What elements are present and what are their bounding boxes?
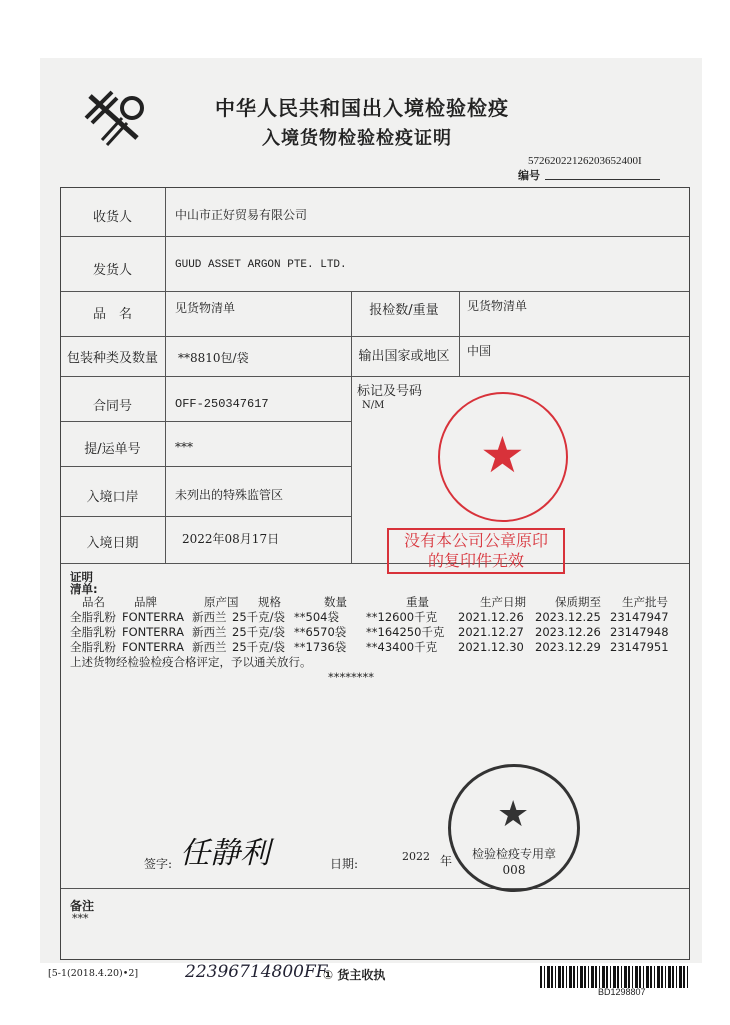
barcode-number: BD1298807: [598, 987, 646, 997]
list-cell: FONTERRA: [122, 640, 184, 654]
col-header: 保质期至: [555, 595, 601, 609]
col-header: 数量: [324, 595, 347, 609]
origin-value: 中国: [467, 344, 492, 358]
contract-value: OFF-250347617: [175, 397, 269, 411]
list-cell: **504袋: [294, 610, 339, 624]
list-cell: 新西兰: [192, 640, 227, 654]
packing-value: **8810包/袋: [178, 351, 249, 365]
port-label: 入境口岸: [86, 490, 139, 505]
list-cell: FONTERRA: [122, 610, 184, 624]
remarks-label: 备注: [70, 899, 95, 913]
consignor-label: 发货人: [92, 263, 132, 278]
marks-value: N/M: [362, 400, 385, 411]
col-header: 规格: [258, 595, 281, 609]
bill-value: ***: [175, 440, 193, 454]
list-cell: **6570袋: [294, 625, 347, 639]
doc-number-label: 编号: [518, 169, 540, 182]
list-label: 清单:: [70, 582, 98, 596]
port-value: 未列出的特殊监管区: [175, 488, 284, 502]
list-cell: **164250千克: [366, 625, 445, 639]
list-row: [70, 640, 692, 655]
doc-number: 57262022126203652400I: [528, 155, 642, 167]
consignee-label: 收货人: [92, 210, 132, 225]
col-header: 重量: [406, 595, 429, 609]
notice-line-2: 的复印件无效: [427, 551, 524, 570]
list-cell: 全脂乳粉: [70, 640, 116, 654]
date-year: 2022: [402, 850, 430, 863]
packing-label: 包装种类及数量: [66, 351, 158, 366]
date-label: 日期:: [330, 857, 359, 871]
product-value: 见货物清单: [175, 301, 236, 315]
copy-notice-stamp: [387, 528, 565, 574]
list-cell: **43400千克: [366, 640, 438, 654]
list-cell: 25千克/袋: [232, 640, 286, 654]
date-year-unit: 年: [440, 854, 453, 868]
list-cell: **12600千克: [366, 610, 438, 624]
list-cell: 25千克/袋: [232, 625, 286, 639]
consignor-value: GUUD ASSET ARGON PTE. LTD.: [175, 259, 347, 271]
copy-label: ① 货主收执: [323, 968, 386, 982]
col-header: 生产批号: [622, 595, 668, 609]
list-header: [70, 595, 692, 610]
form-code: [5-1(2018.4.20)•2]: [48, 968, 139, 979]
list-cell: 新西兰: [192, 610, 227, 624]
origin-label: 输出国家或地区: [358, 349, 450, 364]
list-cell: 23147951: [610, 640, 669, 654]
seal-sub: 检验检疫专用章: [471, 847, 556, 861]
entry-date-label: 入境日期: [86, 536, 139, 551]
entry-date-value: 2022年08月17日: [182, 532, 280, 546]
barcode: [540, 966, 690, 988]
col-header: 品牌: [134, 595, 157, 609]
list-cell: FONTERRA: [122, 625, 184, 639]
list-cell: 2021.12.26: [458, 610, 524, 624]
col-header: 原产国: [204, 595, 239, 609]
handwritten-number: 22396714800FF: [185, 962, 328, 982]
doc-title: 中华人民共和国出入境检验检疫: [215, 96, 509, 120]
list-cell: 2023.12.25: [535, 610, 601, 624]
customs-seal: ★ 检验检疫专用章 008: [448, 764, 580, 892]
qty-weight-value: 见货物清单: [467, 299, 528, 313]
list-cell: 全脂乳粉: [70, 625, 116, 639]
seal-code: 008: [502, 863, 526, 877]
list-row: [70, 610, 692, 625]
pass-statement: 上述货物经检验检疫合格评定，予以通关放行。: [70, 655, 312, 669]
contract-label: 合同号: [92, 399, 132, 414]
list-cell: 2021.12.30: [458, 640, 524, 654]
list-cell: 全脂乳粉: [70, 610, 116, 624]
col-header: 生产日期: [480, 595, 526, 609]
list-cell: 25千克/袋: [232, 610, 286, 624]
company-seal: ★: [438, 392, 568, 522]
list-cell: 2021.12.27: [458, 625, 524, 639]
product-label: 品 名: [92, 307, 132, 322]
number-underline: [545, 179, 660, 180]
col-header: 品名: [82, 595, 105, 609]
signature: 任静利: [180, 836, 270, 871]
ciq-emblem-icon: [82, 88, 152, 150]
doc-subtitle: 入境货物检验检疫证明: [262, 128, 452, 149]
list-cell: 2023.12.26: [535, 625, 601, 639]
marks-label: 标记及号码: [357, 384, 423, 399]
list-cell: 新西兰: [192, 625, 227, 639]
consignee-value: 中山市正好贸易有限公司: [175, 208, 308, 222]
signature-label: 签字:: [144, 857, 173, 871]
notice-line-1: 没有本公司公章原印: [403, 531, 548, 550]
list-cell: 2023.12.29: [535, 640, 601, 654]
cert-title: 证明: [70, 570, 93, 584]
list-cell: 23147947: [610, 610, 669, 624]
goods-list: [70, 572, 692, 685]
remarks-value: ***: [72, 912, 89, 925]
list-cell: **1736袋: [294, 640, 347, 654]
list-cell: 23147948: [610, 625, 669, 639]
list-row: [70, 625, 692, 640]
qty-weight-label: 报检数/重量: [369, 303, 439, 318]
end-mark: ********: [328, 670, 374, 684]
bill-label: 提/运单号: [84, 442, 141, 457]
